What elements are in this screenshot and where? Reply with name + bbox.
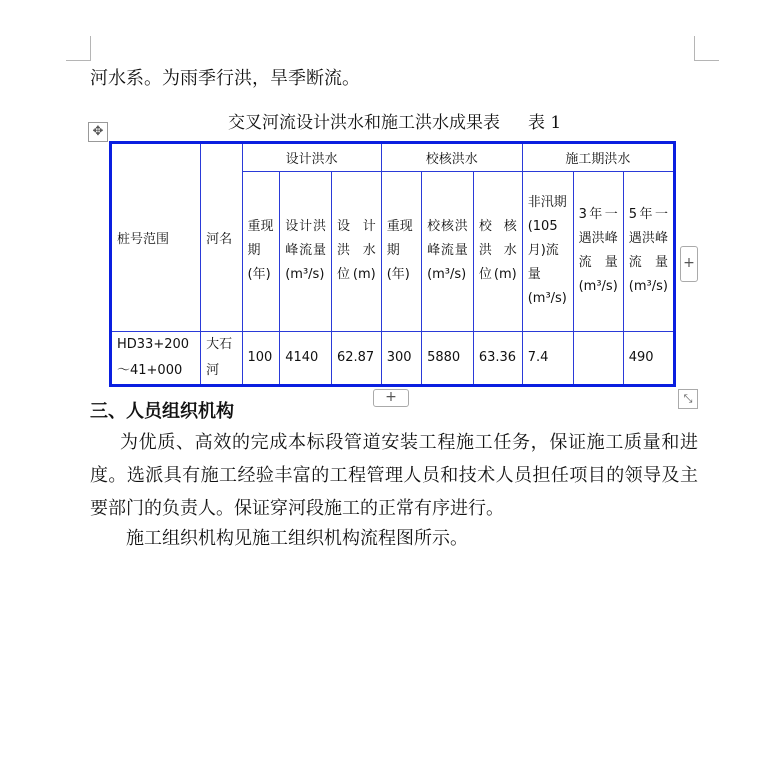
header-non-flood-flow: 非汛期(105月)流量(m³/s) [522, 172, 573, 332]
header-design-peak-flow: 设计洪峰流量(m³/s) [280, 172, 332, 332]
cell-check-return-period: 300 [381, 331, 421, 385]
header-pile-range: 桩号范围 [111, 143, 201, 332]
cell-design-return-period: 100 [242, 331, 280, 385]
add-row-plus-icon[interactable]: + [680, 246, 698, 282]
header-check-water-level: 校核洪水位(m) [473, 172, 522, 332]
add-column-plus-icon[interactable]: + [373, 389, 409, 407]
header-5yr-peak-flow: 5年一遇洪峰流量(m³/s) [623, 172, 674, 332]
crop-mark-top-right [694, 36, 719, 61]
body-paragraph-2: 施工组织机构见施工组织机构流程图所示。 [126, 528, 468, 549]
cell-design-peak-flow: 4140 [280, 331, 332, 385]
section-heading: 三、人员组织机构 [90, 401, 234, 422]
body-text-line: 河水系。为雨季行洪，旱季断流。 [90, 68, 360, 89]
crop-mark-top-left [66, 36, 91, 61]
header-design-return-period: 重现期(年) [242, 172, 280, 332]
table-caption-title: 交叉河流设计洪水和施工洪水成果表 [228, 113, 500, 133]
header-check-return-period: 重现期(年) [381, 172, 421, 332]
cell-non-flood-flow: 7.4 [522, 331, 573, 385]
body-paragraph: 为优质、高效的完成本标段管道安装工程施工任务，保证施工质量和进度。选派具有施工经验丰富的工程管理人员和技术人员担任项目的领导及主要部门的负责人。保证穿河段施工的正常有序进行。 [90, 432, 698, 519]
header-3yr-peak-flow: 3年一遇洪峰流量(m³/s) [573, 172, 623, 332]
header-check-flood: 校核洪水 [381, 143, 522, 172]
cell-check-water-level: 63.36 [473, 331, 522, 385]
cell-check-peak-flow: 5880 [422, 331, 474, 385]
header-design-water-level: 设计洪水位(m) [331, 172, 381, 332]
cell-pile-range: HD33+200～41+000 [111, 331, 201, 385]
table-caption-number: 表 1 [528, 113, 562, 133]
cell-3yr-peak-flow [573, 331, 623, 385]
cell-river-name: 大石河 [201, 331, 242, 385]
table-move-icon[interactable]: ✥ [88, 122, 108, 142]
table-caption [228, 108, 561, 133]
header-design-flood: 设计洪水 [242, 143, 381, 172]
table-row [111, 331, 675, 385]
cell-design-water-level: 62.87 [331, 331, 381, 385]
header-river-name: 河名 [201, 143, 242, 332]
header-check-peak-flow: 校核洪峰流量(m³/s) [422, 172, 474, 332]
cell-5yr-peak-flow: 490 [623, 331, 674, 385]
flood-results-table [109, 141, 676, 387]
header-construction-flood: 施工期洪水 [522, 143, 674, 172]
table-resize-icon[interactable]: ⤡ [678, 389, 698, 409]
